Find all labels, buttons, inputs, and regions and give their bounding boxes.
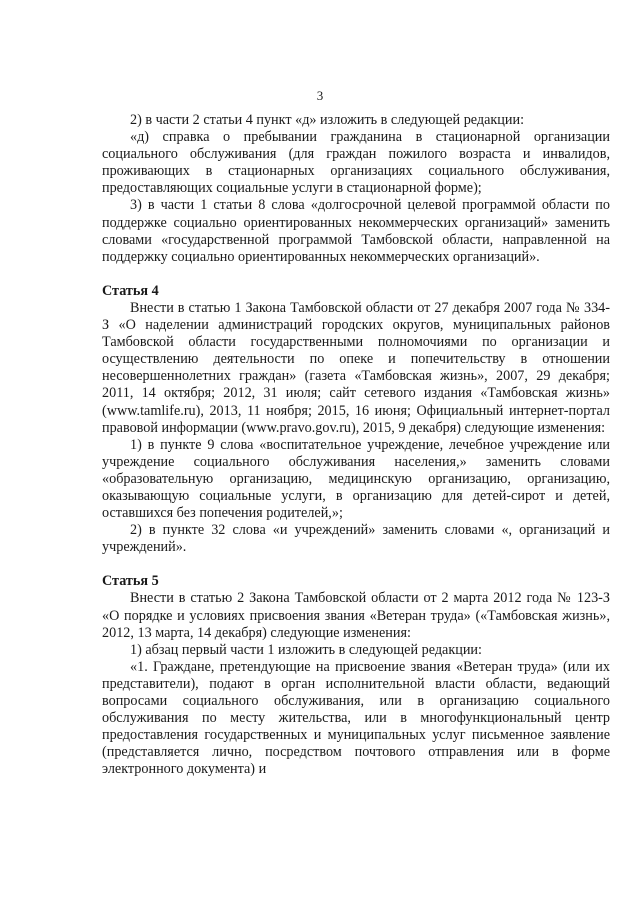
paragraph: Внести в статью 2 Закона Тамбовской области от 2 марта 2012 года № 123-З «О порядке и условиях присвоения звания «Ветеран труда» («Тамбовская жизнь», 2012, 13 марта, 14 декабря) следующие изменения: — [102, 590, 610, 641]
document-body — [102, 112, 610, 778]
article-5-heading: Статья 5 — [102, 573, 159, 590]
paragraph: 2) в пункте 32 слова «и учреждений» заменить словами «, организаций и учреждений». — [102, 522, 610, 556]
paragraph: Внести в статью 1 Закона Тамбовской области от 27 декабря 2007 года № 334-З «О наделении администраций городских округов, муниципальных районов Тамбовской области государственными полномочиями по организации и осуществлению деятельности по опеке и попечительству в отношении несовершеннолетних граждан» (газета «Тамбовская жизнь», 2007, 29 декабря; 2011, 14 октября; 2012, 31 июля; сайт сетевого издания «Тамбовская жизнь» (www.tamlife.ru), 2013, 11 ноября; 2015, 16 июня; Официальный интернет-портал правовой информации (www.pravo.gov.ru), 2015, 9 декабря) следующие изменения: — [102, 299, 610, 436]
article-4-heading: Статья 4 — [102, 282, 159, 299]
spacer — [102, 556, 610, 573]
page-number: 3 — [316, 88, 324, 103]
paragraph: 1) абзац первый части 1 изложить в следующей редакции: — [130, 641, 482, 658]
spacer — [102, 266, 610, 283]
paragraph: 1) в пункте 9 слова «воспитательное учреждение, лечебное учреждение или учреждение социального обслуживания населения,» заменить словами «образовательную организацию, медицинскую организацию, организацию, оказывающую социальные услуги, в организацию для детей-сирот и детей, оставшихся без попечения родителей,»; — [102, 436, 610, 522]
paragraph: 2) в части 2 статьи 4 пункт «д» изложить в следующей редакции: — [130, 112, 525, 128]
paragraph: «д) справка о пребывании гражданина в стационарной организации социального обслуживания (для граждан пожилого возраста и инвалидов, проживающих в стационарных организациях социального обслуживания, предоставляющих социальные услуги в стационарной форме); — [102, 129, 610, 197]
paragraph: «1. Граждане, претендующие на присвоение звания «Ветеран труда» (или их представители), подают в орган исполнительной власти области, ведающий вопросами социального обслуживания, или в организацию социального обслуживания по месту жительства, или в многофункциональный центр предоставления государственных и муниципальных услуг письменное заявление (представляется лично, посредством почтового отправления или в форме электронного документа) и — [102, 658, 610, 778]
paragraph: 3) в части 1 статьи 8 слова «долгосрочной целевой программой области по поддержке социально ориентированных некоммерческих организаций» заменить словами «государственной программой Тамбовской области, направленной на поддержку социально ориентированных некоммерческих организаций». — [102, 197, 610, 265]
